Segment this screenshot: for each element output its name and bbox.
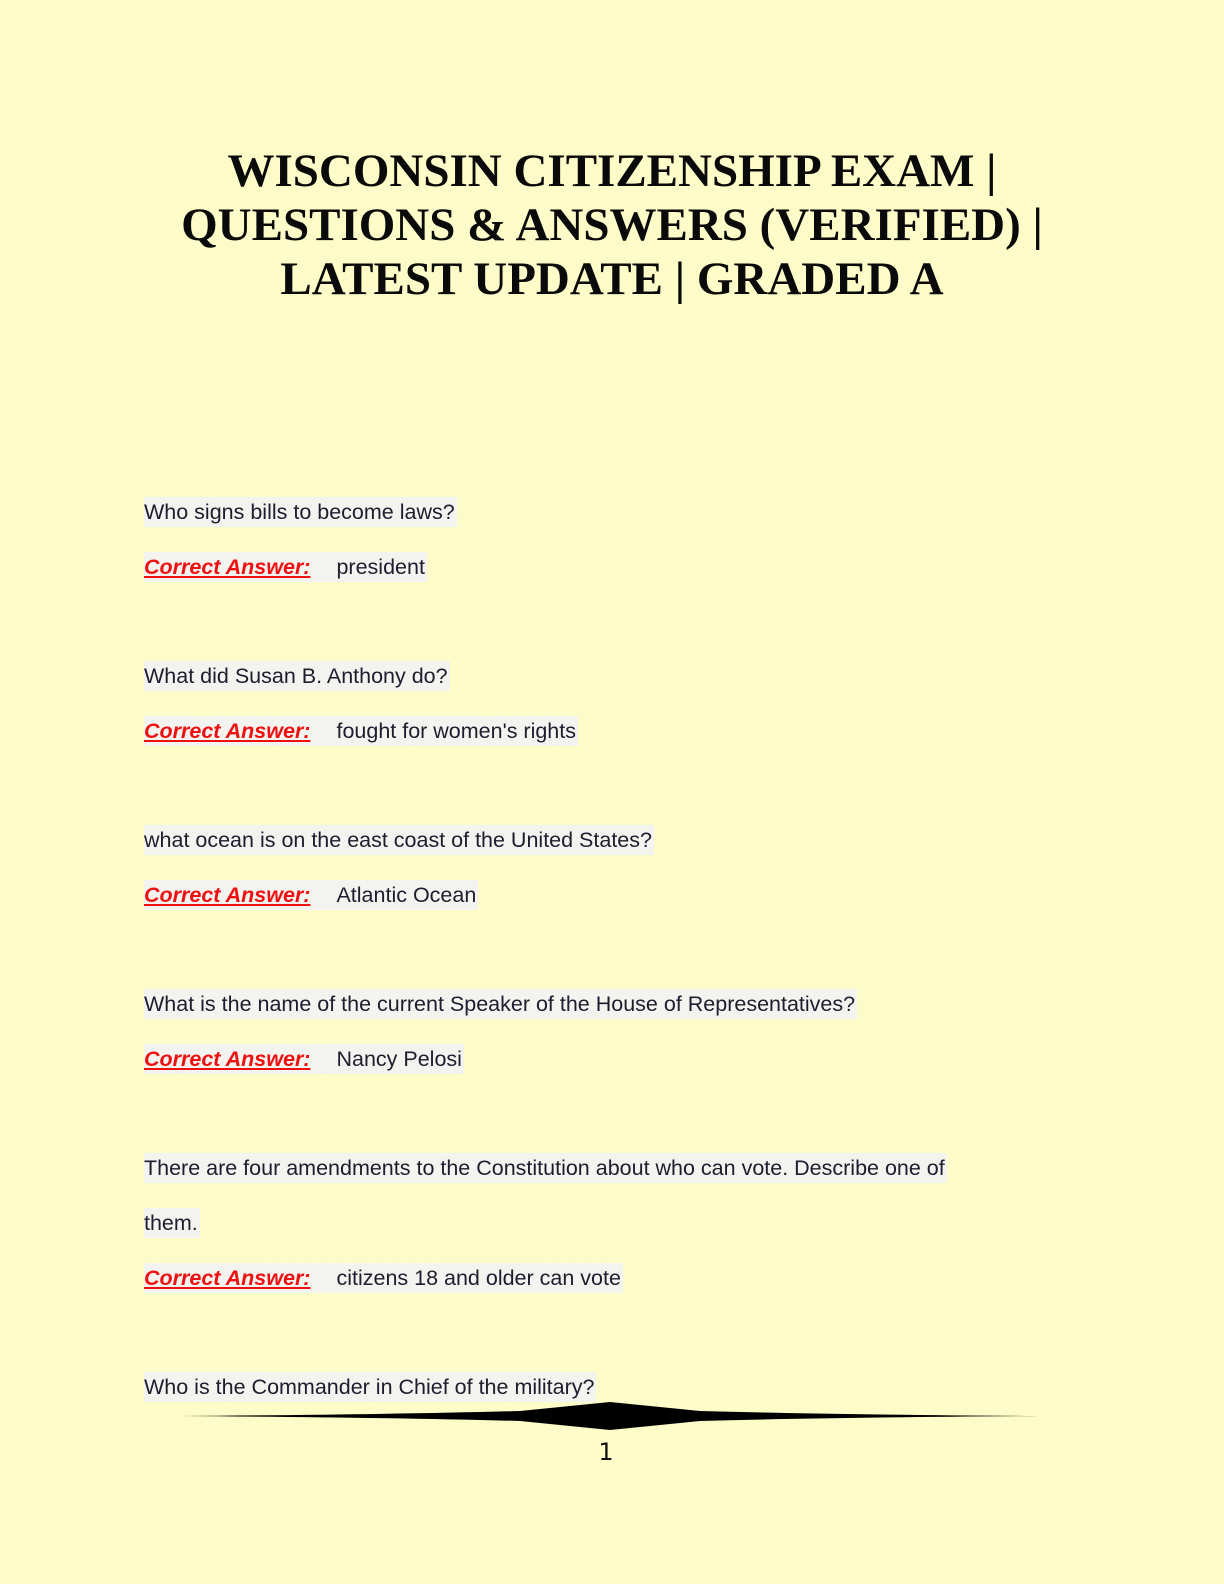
answer-text: Atlantic Ocean bbox=[336, 880, 478, 910]
question-text: what ocean is on the east coast of the United States? bbox=[144, 825, 654, 855]
question-text: What is the name of the current Speaker of the House of Representatives? bbox=[144, 989, 857, 1019]
answer-text: president bbox=[336, 552, 426, 582]
qa-item-2 bbox=[144, 661, 1104, 752]
question-text: Who signs bills to become laws? bbox=[144, 497, 457, 527]
qa-item-5 bbox=[144, 1153, 1104, 1299]
qa-item-4 bbox=[144, 989, 1104, 1080]
question-text-line-2: them. bbox=[144, 1208, 200, 1238]
qa-item-1 bbox=[144, 497, 1104, 588]
answer-text: citizens 18 and older can vote bbox=[336, 1263, 622, 1293]
answer-text: Nancy Pelosi bbox=[336, 1044, 463, 1074]
footer-divider bbox=[180, 1400, 1040, 1432]
title-line-1: WISCONSIN CITIZENSHIP EXAM | bbox=[227, 145, 997, 197]
document-title bbox=[120, 144, 1104, 306]
page-number: 1 bbox=[598, 1438, 614, 1466]
title-line-2: QUESTIONS & ANSWERS (VERIFIED) | bbox=[181, 199, 1043, 251]
answer-label: Correct Answer: bbox=[144, 1044, 336, 1074]
qa-item-3 bbox=[144, 825, 1104, 916]
question-text: Who is the Commander in Chief of the military? bbox=[144, 1372, 596, 1402]
question-text: What did Susan B. Anthony do? bbox=[144, 661, 450, 691]
answer-label: Correct Answer: bbox=[144, 716, 336, 746]
answer-label: Correct Answer: bbox=[144, 1263, 336, 1293]
question-text-line-1: There are four amendments to the Constitution about who can vote. Describe one of bbox=[144, 1153, 947, 1183]
title-line-3: LATEST UPDATE | GRADED A bbox=[280, 253, 944, 305]
answer-label: Correct Answer: bbox=[144, 880, 336, 910]
answer-text: fought for women's rights bbox=[336, 716, 578, 746]
answer-label: Correct Answer: bbox=[144, 552, 336, 582]
